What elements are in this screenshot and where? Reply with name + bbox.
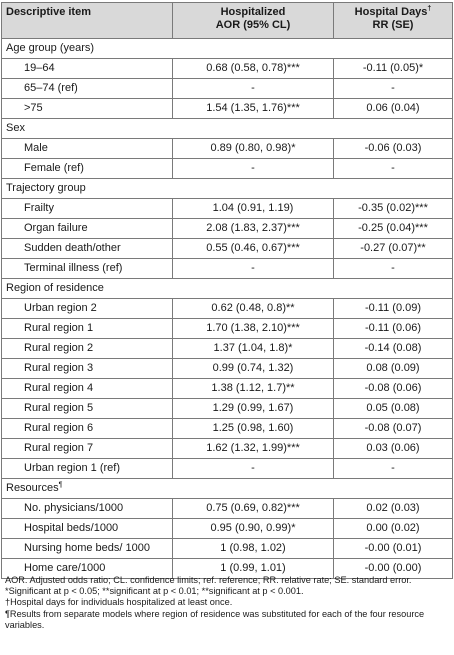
row-label: No. physicians/1000 [2,499,173,519]
footnotes [5,575,450,631]
table-row [2,59,453,79]
row-label: Terminal illness (ref) [2,259,173,279]
row-label: Female (ref) [2,159,173,179]
table-row [2,379,453,399]
row-rr-value: -0.11 (0.06) [334,319,453,339]
table-row [2,359,453,379]
table-row [2,519,453,539]
row-label: Male [2,139,173,159]
row-label: Rural region 5 [2,399,173,419]
table-row [2,79,453,99]
row-rr-value: -0.27 (0.07)** [334,239,453,259]
results-table [1,2,453,579]
header-hospital-days [334,3,453,39]
section-title-text: Sex [6,122,25,134]
row-rr-value: -0.00 (0.01) [334,539,453,559]
table-body [2,39,453,579]
footnote-resources: ¶Results from separate models where region of residence was substituted for each of the four resource variables. [5,608,425,630]
row-aor-value: 1.25 (0.98, 1.60) [173,419,334,439]
row-aor-value: 1 (0.98, 1.02) [173,539,334,559]
row-aor-value: 1.70 (1.38, 2.10)*** [173,319,334,339]
section-title [2,119,453,139]
table-row [2,539,453,559]
row-label: 19–64 [2,59,173,79]
section-title [2,479,453,499]
header-col1-text: Descriptive item [6,6,91,18]
section-title [2,279,453,299]
row-aor-value: - [173,79,334,99]
row-label: Rural region 1 [2,319,173,339]
row-rr-value: -0.14 (0.08) [334,339,453,359]
table-row [2,299,453,319]
table-row [2,99,453,119]
section-title-text: Region of residence [6,282,104,294]
row-label: 65–74 (ref) [2,79,173,99]
footnote-abbreviations: AOR. Adjusted odds ratio; CL. confidence limits; ref. reference; RR. relative rate; SE. standard error. [5,575,412,585]
row-aor-value: 1.04 (0.91, 1.19) [173,199,334,219]
section-title-text: Trajectory group [6,182,86,194]
table-row [2,339,453,359]
row-aor-value: 0.55 (0.46, 0.67)*** [173,239,334,259]
row-rr-value: 0.00 (0.02) [334,519,453,539]
row-aor-value: 0.75 (0.69, 0.82)*** [173,499,334,519]
row-aor-value: 1.38 (1.12, 1.7)** [173,379,334,399]
section-title-text: Age group (years) [6,42,95,54]
row-rr-value: - [334,259,453,279]
header-col2-line2: AOR (95% CL) [215,19,291,31]
row-label: Rural region 4 [2,379,173,399]
row-aor-value: 0.95 (0.90, 0.99)* [173,519,334,539]
row-rr-value: 0.08 (0.09) [334,359,453,379]
header-col2-line1: Hospitalized [220,6,286,18]
section-row [2,279,453,299]
row-label: Urban region 2 [2,299,173,319]
row-label: Rural region 2 [2,339,173,359]
row-aor-value: - [173,259,334,279]
row-rr-value: - [334,79,453,99]
section-title [2,39,453,59]
row-aor-value: 1.62 (1.32, 1.99)*** [173,439,334,459]
row-aor-value: 1.29 (0.99, 1.67) [173,399,334,419]
table-row [2,399,453,419]
table-row [2,219,453,239]
section-row [2,179,453,199]
row-label: Sudden death/other [2,239,173,259]
table-header-row [2,3,453,39]
row-rr-value: 0.06 (0.04) [334,99,453,119]
row-label: Hospital beds/1000 [2,519,173,539]
row-aor-value: 0.99 (0.74, 1.32) [173,359,334,379]
row-rr-value: -0.06 (0.03) [334,139,453,159]
row-rr-value: -0.35 (0.02)*** [334,199,453,219]
row-label: Rural region 7 [2,439,173,459]
row-label: Organ failure [2,219,173,239]
row-aor-value: 1.37 (1.04, 1.8)* [173,339,334,359]
row-label: Home care/1000 [2,559,173,579]
header-col3-dagger: † [427,5,432,13]
table-row [2,499,453,519]
row-rr-value: 0.03 (0.06) [334,439,453,459]
row-aor-value: 0.68 (0.58, 0.78)*** [173,59,334,79]
table-row [2,199,453,219]
footnote-hospital-days: †Hospital days for individuals hospitalized at least once. [5,597,233,608]
section-row [2,119,453,139]
row-rr-value: 0.02 (0.03) [334,499,453,519]
row-rr-value: -0.25 (0.04)*** [334,219,453,239]
section-row [2,39,453,59]
row-rr-value: -0.08 (0.07) [334,419,453,439]
row-aor-value: 2.08 (1.83, 2.37)*** [173,219,334,239]
header-col3-line1: Hospital Days [354,6,428,18]
table-row [2,459,453,479]
row-rr-value: - [334,459,453,479]
row-rr-value: -0.00 (0.00) [334,559,453,579]
table-row [2,139,453,159]
row-aor-value: 1.54 (1.35, 1.76)*** [173,99,334,119]
header-hospitalized [173,3,334,39]
table-row [2,419,453,439]
row-aor-value: - [173,159,334,179]
row-aor-value: 1 (0.99, 1.01) [173,559,334,579]
row-label: >75 [2,99,173,119]
table-row [2,259,453,279]
section-title-text: Resources [6,482,59,494]
section-row [2,479,453,499]
table-row [2,439,453,459]
row-aor-value: 0.89 (0.80, 0.98)* [173,139,334,159]
row-rr-value: -0.11 (0.09) [334,299,453,319]
row-aor-value: - [173,459,334,479]
table-row [2,239,453,259]
table-row [2,159,453,179]
row-rr-value: -0.11 (0.05)* [334,59,453,79]
row-aor-value: 0.62 (0.48, 0.8)** [173,299,334,319]
row-label: Rural region 6 [2,419,173,439]
row-label: Rural region 3 [2,359,173,379]
row-rr-value: - [334,159,453,179]
row-label: Nursing home beds/ 1000 [2,539,173,559]
row-rr-value: -0.08 (0.06) [334,379,453,399]
section-title [2,179,453,199]
table-row [2,319,453,339]
header-col3-line2: RR (SE) [372,19,414,31]
footnote-significance: *Significant at p < 0.05; **significant at p < 0.01; **significant at p < 0.001. [5,586,304,597]
section-title-mark: ¶ [58,481,63,489]
row-label: Frailty [2,199,173,219]
header-descriptive-item [2,3,173,39]
row-rr-value: 0.05 (0.08) [334,399,453,419]
row-label: Urban region 1 (ref) [2,459,173,479]
